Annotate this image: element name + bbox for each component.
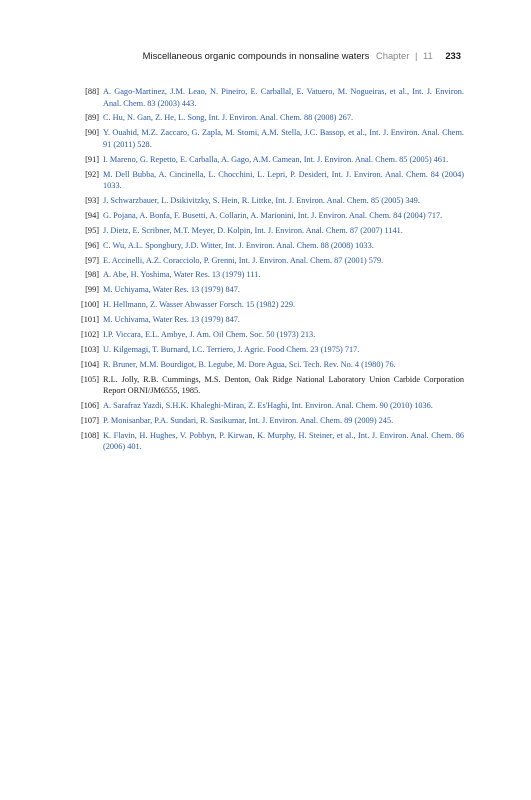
reference-number: [88]	[85, 87, 99, 96]
reference-link[interactable]: E. Accinelli, A.Z. Coracciolo, P. Grenni, Int. J. Environ. Anal. Chem. 87 (2001) 579.	[103, 255, 384, 265]
reference-item	[70, 329, 464, 341]
reference-link[interactable]: A. Abe, H. Yoshima, Water Res. 13 (1979) 111.	[103, 270, 261, 280]
reference-number: [93]	[85, 195, 99, 205]
reference-link[interactable]: C. Wu, A.L. Spongbury, J.D. Witter, Int. J. Environ. Anal. Chem. 88 (2008) 1033.	[103, 240, 374, 250]
reference-item	[70, 400, 464, 412]
reference-item	[70, 112, 464, 124]
reference-link[interactable]: K. Flavin, H. Hughes, V. Pobbyn, P. Kirwan, K. Murphy, H. Steiner, et al., Int. J. Environ. Anal. Chem. 86 (2006) 401.	[103, 430, 464, 452]
chapter-label: Chapter	[375, 50, 410, 61]
reference-item	[70, 127, 464, 150]
reference-number: [98]	[85, 270, 99, 280]
reference-number: [103]	[81, 344, 99, 354]
reference-link[interactable]: J. Schwarzbauer, L. Dsikivitzky, S. Hein, R. Littke, Int. J. Environ. Anal. Chem. 85 (2005) 349.	[103, 195, 420, 205]
reference-number: [91]	[85, 154, 99, 164]
reference-number: [89]	[85, 113, 99, 123]
reference-number: [106]	[81, 401, 99, 411]
reference-link[interactable]: U. Kilgemagi, T. Burnard, I.C. Terriero, J. Agric. Food Chem. 23 (1975) 717.	[103, 344, 360, 354]
reference-item	[70, 415, 464, 427]
running-header	[110, 50, 461, 61]
reference-link[interactable]: C. Hu, N. Gan, Z. He, L. Song, Int. J. Environ. Anal. Chem. 88 (2008) 267.	[103, 113, 354, 123]
reference-number: [101]	[81, 315, 99, 325]
reference-link[interactable]: M. Uchiyama, Water Res. 13 (1979) 847.	[103, 285, 240, 295]
reference-item	[70, 210, 464, 222]
reference-number: [100]	[81, 300, 99, 310]
running-title: Miscellaneous organic compounds in nonsaline waters	[142, 50, 370, 61]
reference-number: [90]	[85, 128, 99, 138]
reference-item	[70, 284, 464, 296]
reference-number: [95]	[85, 225, 99, 235]
reference-number: [97]	[85, 255, 99, 265]
reference-link[interactable]: A. Sarafraz Yazdi, S.H.K. Khaleghi-Miran, Z. Es'Haghi, Int. Environ. Anal. Chem. 90 (2010) 1036.	[103, 401, 433, 411]
reference-item	[70, 195, 464, 207]
reference-number: [105]	[81, 374, 99, 384]
reference-number: [96]	[85, 240, 99, 250]
reference-number: [104]	[81, 359, 99, 369]
reference-item	[70, 255, 464, 267]
reference-item	[70, 169, 464, 192]
reference-number: [94]	[85, 210, 99, 220]
reference-link[interactable]: M. Uchivama, Water Res. 13 (1979) 847.	[103, 315, 240, 325]
reference-item	[70, 314, 464, 326]
reference-link[interactable]: A. Gago-Martinez, J.M. Leao, N. Pineiro, E. Carballal, E. Vatuero, M. Nogueiras, et al., Int. J. Environ. Anal. Chem. 83 (2003) 443.	[103, 87, 464, 108]
reference-number: [107]	[81, 415, 99, 425]
reference-list	[70, 86, 464, 456]
reference-link[interactable]: M. Dell Bubba, A. Cincinella, L. Chocchini, L. Lepri, P. Desideri, Int. J. Environ. Anal. Chem. 84 (2004) 1033.	[103, 169, 464, 191]
reference-item	[70, 299, 464, 311]
reference-item	[70, 344, 464, 356]
reference-item	[70, 240, 464, 252]
reference-item	[70, 269, 464, 281]
chapter-number: 11	[423, 50, 433, 61]
reference-item	[70, 374, 464, 397]
reference-item	[70, 225, 464, 237]
reference-link[interactable]: P. Monisanbar, P.A. Sundari, R. Sasikumar, Int. J. Environ. Anal. Chem. 89 (2009) 245.	[103, 415, 394, 425]
reference-text: R.L. Jolly, R.B. Cummings, M.S. Denton, Oak Ridge National Laboratory Union Carbide Corporation Report ORNI/JM6555, 1985.	[103, 374, 464, 396]
reference-link[interactable]: Y. Ouahid, M.Z. Zaccaro, G. Zapla, M. Stomi, A.M. Stella, J.C. Bassop, et al., Int. J. Environ. Anal. Chem. 91 (2011) 528.	[103, 128, 464, 149]
reference-link[interactable]: I. Mareno, G. Repetto, E. Carballa, A. Gago, A.M. Camean, Int. J. Environ. Anal. Chem. 85 (2005) 461.	[103, 154, 449, 164]
reference-number: [102]	[81, 329, 99, 339]
reference-item	[70, 359, 464, 371]
reference-link[interactable]: H. Hellmann, Z. Wasser Abwasser Forsch. 15 (1982) 229.	[103, 300, 296, 310]
reference-number: [92]	[85, 169, 99, 179]
reference-item	[70, 154, 464, 166]
header-separator: |	[414, 50, 418, 61]
reference-link[interactable]: J. Dietz, E. Scribner, M.T. Meyer, D. Kolpin, Int. J. Environ. Anal. Chem. 87 (2007) 1141.	[103, 225, 403, 235]
reference-item	[70, 86, 464, 109]
reference-link[interactable]: I.P. Viccara, E.L. Ambye, J. Am. Oil Chem. Soc. 50 (1973) 213.	[103, 329, 316, 339]
reference-item	[70, 430, 464, 453]
reference-number: [99]	[85, 285, 99, 295]
page-number: 233	[445, 50, 461, 61]
reference-number: [108]	[81, 430, 99, 440]
reference-link[interactable]: R. Bruner, M.M. Bourdigot, B. Legube, M. Dore Agua, Sci. Tech. Rev. No. 4 (1980) 76.	[103, 359, 396, 369]
reference-link[interactable]: G. Pojana, A. Bonfa, F. Busetti, A. Collarin, A. Marionini, Int. J. Environ. Anal. Chem. 84 (2004) 717.	[103, 210, 443, 220]
